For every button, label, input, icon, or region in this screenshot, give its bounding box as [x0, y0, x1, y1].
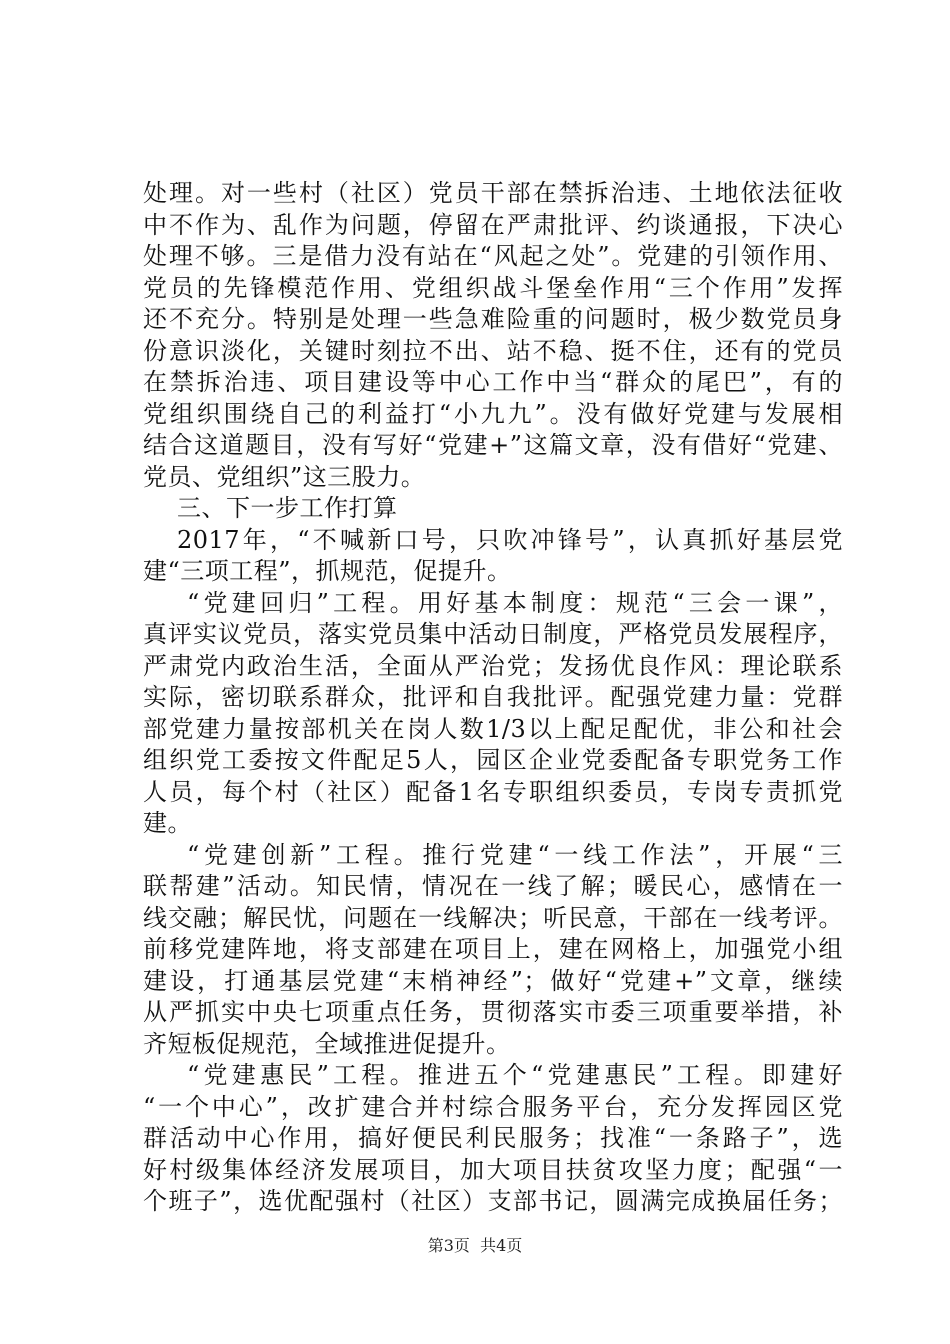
text-line: 人员，每个村（社区）配备1名专职组织委员，专岗专责抓党	[143, 777, 843, 806]
text-line: 党员的先锋模范作用、党组织战斗堡垒作用“三个作用”发挥	[143, 273, 843, 302]
text-line: 群活动中心作用，搞好便民利民服务；找准“一条路子”，选	[143, 1124, 843, 1152]
text-line: 三、下一步工作打算	[177, 494, 398, 522]
text-line: “一个中心”，改扩建合并村综合服务平台，充分发挥园区党	[143, 1092, 843, 1121]
text-line: 党组织围绕自己的利益打“小九九”。没有做好党建与发展相	[143, 399, 843, 428]
text-line: 严肃党内政治生活，全面从严治党；发扬优良作风：理论联系	[143, 651, 843, 680]
text-line: 实际，密切联系群众，批评和自我批评。配强党建力量：党群	[143, 683, 843, 711]
text-line: 前移党建阵地，将支部建在项目上，建在网格上，加强党小组	[143, 935, 843, 963]
text-line: 组织党工委按文件配足5人，园区企业党委配备专职党务工作	[143, 746, 843, 774]
text-line: 处理。对一些村（社区）党员干部在禁拆治违、土地依法征收	[143, 179, 843, 207]
text-line: “党建回归”工程。用好基本制度：规范“三会一课”，	[187, 588, 843, 617]
text-line: 齐短板促规范，全域推进促提升。	[143, 1029, 511, 1058]
text-line: 份意识淡化，关键时刻拉不出、站不稳、挺不住，还有的党员	[143, 336, 843, 365]
text-line: “党建惠民”工程。推进五个“党建惠民”工程。即建好	[187, 1061, 843, 1089]
body-text	[143, 178, 843, 1218]
text-line: 中不作为、乱作为问题，停留在严肃批评、约谈通报，下决心	[143, 210, 843, 239]
text-line: 还不充分。特别是处理一些急难险重的问题时，极少数党员身	[143, 305, 843, 333]
text-line: 个班子”，选优配强村（社区）支部书记，圆满完成换届任务；	[143, 1187, 843, 1215]
text-line: 部党建力量按部机关在岗人数1/3以上配足配优，非公和社会	[143, 714, 843, 743]
text-line: 从严抓实中央七项重点任务，贯彻落实市委三项重要举措，补	[143, 998, 843, 1026]
text-line: 2017年，“不喊新口号，只吹冲锋号”，认真抓好基层党	[177, 525, 843, 554]
text-line: 党员、党组织”这三股力。	[143, 462, 426, 491]
text-line: 建设，打通基层党建“末梢神经”；做好“党建+”文章，继续	[143, 966, 843, 995]
text-line: “党建创新”工程。推行党建“一线工作法”，开展“三	[187, 840, 843, 869]
text-line: 好村级集体经济发展项目，加大项目扶贫攻坚力度；配强“一	[143, 1155, 843, 1184]
text-line: 处理不够。三是借力没有站在“风起之处”。党建的引领作用、	[143, 242, 843, 270]
text-line: 真评实议党员，落实党员集中活动日制度，严格党员发展程序，	[143, 620, 843, 648]
text-line: 建“三项工程”，抓规范，促提升。	[143, 557, 512, 585]
text-line: 建。	[143, 809, 192, 837]
page-footer: 第3页 共4页	[427, 1236, 523, 1255]
text-line: 在禁拆治违、项目建设等中心工作中当“群众的尾巴”，有的	[143, 368, 843, 396]
text-line: 线交融；解民忧，问题在一线解决；听民意，干部在一线考评。	[143, 903, 843, 932]
text-line: 联帮建”活动。知民情，情况在一线了解；暖民心，感情在一	[143, 872, 843, 900]
text-line: 结合这道题目，没有写好“党建+”这篇文章，没有借好“党建、	[143, 431, 843, 459]
